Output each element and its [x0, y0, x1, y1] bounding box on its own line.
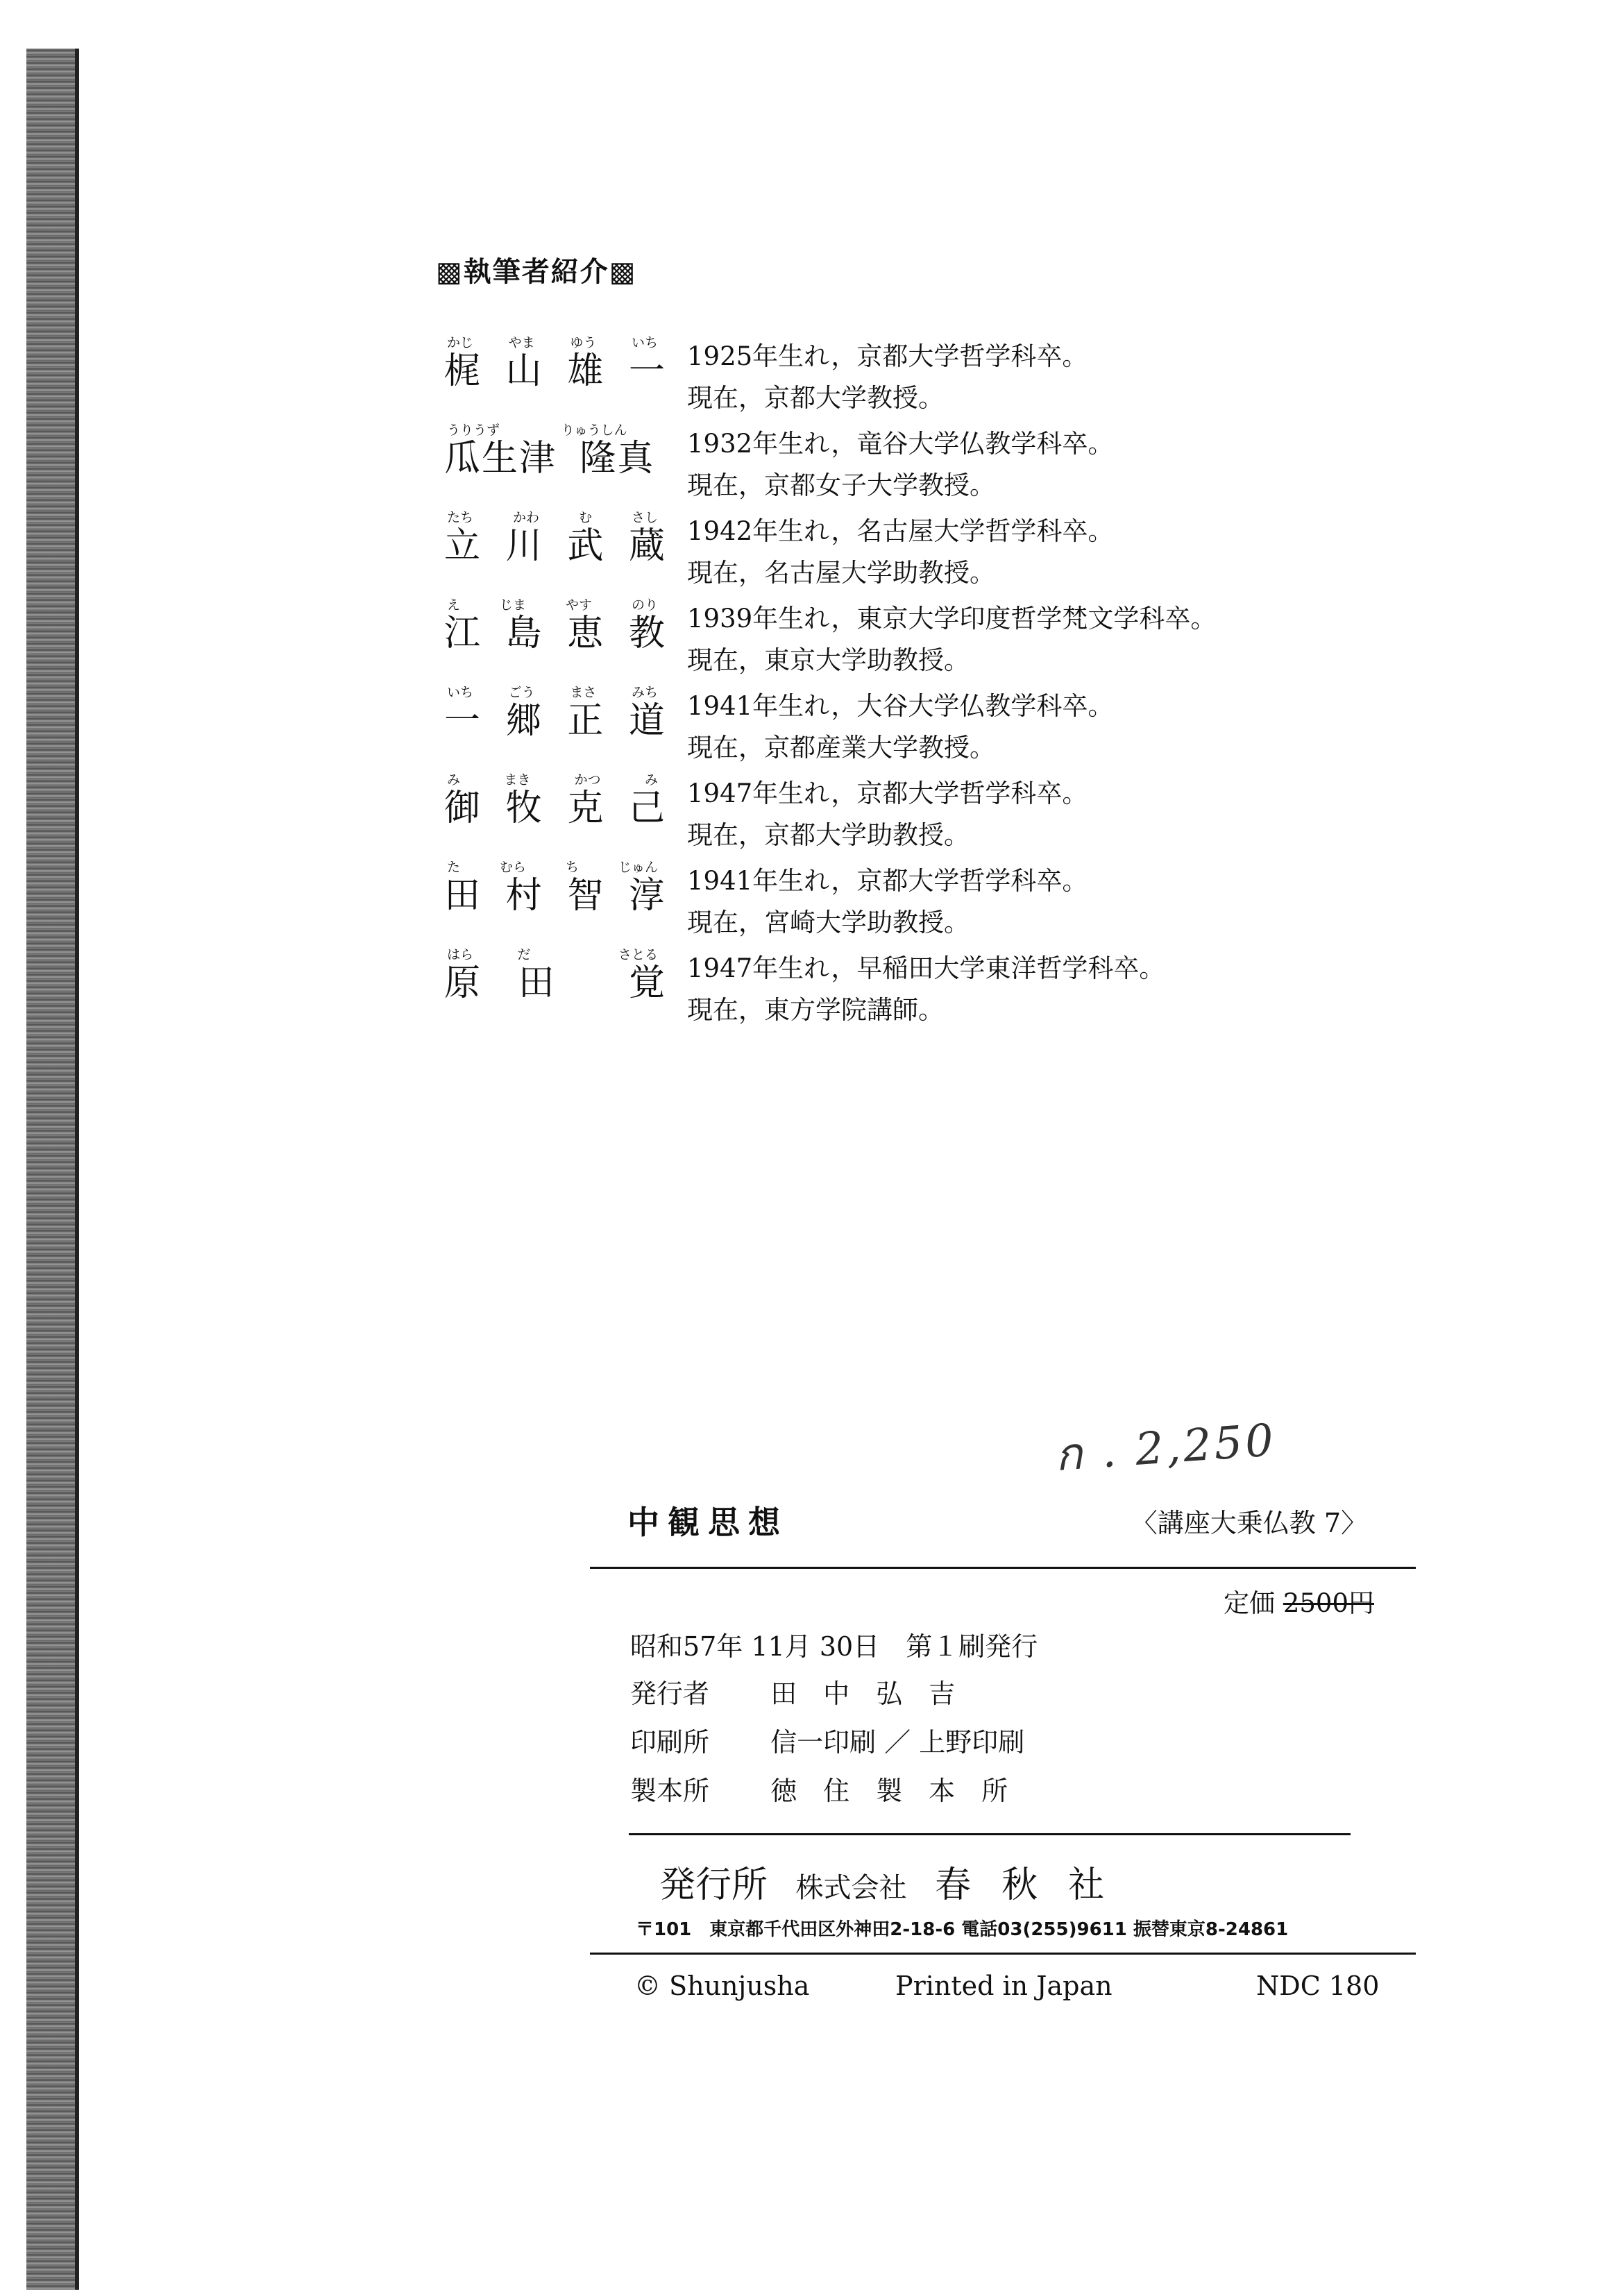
author-bio [687, 511, 1113, 594]
kanji-part: 原 [444, 962, 482, 1004]
furigana-part: ごう [508, 685, 535, 700]
divider [629, 1833, 1351, 1835]
furigana-part: たち [447, 510, 474, 525]
furigana-part: みち [631, 685, 658, 700]
kanji-part: 克 [567, 788, 605, 829]
price-label: 定価 [1224, 1588, 1276, 1618]
author-entry [444, 334, 1346, 422]
name-furigana [444, 772, 666, 788]
name-furigana [444, 684, 666, 701]
kanji-part: 一 [444, 700, 482, 742]
furigana-part: む [578, 510, 592, 525]
copyright: © Shunjusha [634, 1971, 810, 2001]
furigana-part: まき [504, 772, 531, 788]
furigana-part: さとる [618, 947, 658, 962]
publishing-house-name: 春秋社 [935, 1864, 1135, 1906]
kanji-part: 恵 [567, 613, 605, 654]
book-spine-shadow [26, 49, 78, 2290]
section-heading: ▩執筆者紹介▩ [436, 256, 637, 288]
furigana-part: りゅうしん [561, 423, 627, 438]
furigana-part: ゆう [570, 335, 597, 350]
name-kanji [444, 701, 666, 741]
furigana-part: いち [447, 685, 474, 700]
printer-label: 印刷所 [630, 1727, 710, 1758]
kanji-part: 蔵 [628, 525, 666, 567]
kanji-part: 郷 [505, 700, 543, 742]
kanji-part: 武 [567, 525, 605, 567]
name-furigana [444, 859, 666, 876]
furigana-part: え [447, 597, 461, 613]
author-name [444, 684, 666, 741]
kanji-part: 川 [505, 525, 543, 567]
bio-education: 1925年生れ，京都大学哲学科卒。 [687, 341, 1088, 371]
name-furigana [444, 334, 666, 351]
bio-education: 1941年生れ，大谷大学仏教学科卒。 [687, 691, 1114, 721]
kanji-part: 御 [444, 788, 482, 829]
kanji-part: 覚 [628, 962, 666, 1004]
furigana-part: やま [508, 335, 535, 350]
author-name [444, 772, 666, 828]
publisher-person: 田 中 弘 吉 [770, 1678, 956, 1709]
bio-position: 現在，京都大学助教授。 [687, 820, 970, 850]
kanji-part: 梶 [444, 350, 482, 392]
author-name [444, 509, 666, 566]
furigana-part: み [644, 772, 658, 788]
author-entry [444, 946, 1346, 1034]
kanji-part: 牧 [505, 788, 543, 829]
kanji-part: 立 [444, 525, 482, 567]
kanji-part: 隆真 [580, 438, 655, 479]
furigana-part: かつ [574, 772, 601, 788]
author-bio [687, 686, 1113, 769]
author-bio [687, 598, 1216, 681]
bio-position: 現在，京都女子大学教授。 [687, 470, 995, 500]
publishing-house [659, 1855, 1135, 1907]
furigana-part: さし [631, 510, 658, 525]
author-bio [687, 336, 1088, 419]
author-entry [444, 859, 1346, 946]
colophon [590, 1492, 1416, 2033]
furigana-part: はら [447, 947, 474, 962]
furigana-part: かじ [447, 335, 474, 350]
name-furigana [444, 946, 666, 963]
name-kanji [444, 439, 666, 479]
bio-position: 現在，宮崎大学助教授。 [687, 908, 970, 937]
furigana-part: た [447, 860, 461, 875]
kanji-part: 正 [567, 700, 605, 742]
author-name [444, 597, 666, 654]
name-kanji [444, 876, 666, 916]
printed-in: Printed in Japan [895, 1971, 1113, 2001]
kanji-part: 江 [444, 613, 482, 654]
name-kanji [444, 788, 666, 828]
publishing-house-label: 発行所 [659, 1864, 768, 1906]
bio-position: 現在，東方学院講師。 [687, 995, 944, 1025]
printer: 信一印刷 ／ 上野印刷 [770, 1727, 1025, 1758]
handwritten-note: ก . 2,250 [1053, 1414, 1278, 1482]
name-furigana [444, 509, 666, 526]
binder-row [630, 1769, 1008, 1808]
author-entry [444, 772, 1346, 859]
kanji-part: 道 [628, 700, 666, 742]
author-name [444, 859, 666, 916]
bio-position: 現在，京都大学教授。 [687, 383, 944, 413]
price-value: 2500円 [1283, 1588, 1374, 1618]
furigana-part: だ [517, 947, 531, 962]
author-bio [687, 773, 1088, 856]
publisher-person-label: 発行者 [630, 1678, 710, 1709]
bio-education: 1947年生れ，早稲田大学東洋哲学科卒。 [687, 953, 1165, 983]
author-entry [444, 597, 1346, 684]
kanji-part: 田 [518, 962, 556, 1004]
bio-position: 現在，東京大学助教授。 [687, 645, 970, 675]
furigana-part: のり [631, 597, 658, 613]
publication-date: 昭和57年 11月 30日 第１刷発行 [630, 1631, 1038, 1662]
bio-education: 1947年生れ，京都大学哲学科卒。 [687, 779, 1088, 808]
bio-education: 1941年生れ，京都大学哲学科卒。 [687, 866, 1088, 896]
author-entry [444, 509, 1346, 597]
divider [590, 1953, 1416, 1955]
bio-education: 1942年生れ，名古屋大学哲学科卒。 [687, 516, 1114, 546]
kanji-part: 村 [505, 875, 543, 917]
author-name [444, 334, 666, 391]
kanji-part: 淳 [628, 875, 666, 917]
bio-position: 現在，名古屋大学助教授。 [687, 558, 995, 588]
series-label: 〈講座大乗仏教 7〉 [1131, 1508, 1367, 1538]
kanji-part: 山 [505, 350, 543, 392]
bio-education: 1939年生れ，東京大学印度哲学梵文学科卒。 [687, 604, 1217, 633]
furigana-part: ち [565, 860, 579, 875]
publisher-person-row [630, 1672, 955, 1710]
name-kanji [444, 526, 666, 566]
furigana-part: むら [499, 860, 526, 875]
kanji-part: 智 [567, 875, 605, 917]
publisher-address: 〒101 東京都千代田区外神田2-18-6 電話03(255)9611 振替東京8-24861 [636, 1919, 1289, 1940]
name-kanji [444, 613, 666, 654]
printer-row [630, 1721, 1024, 1759]
author-name [444, 946, 666, 1003]
name-kanji [444, 351, 666, 391]
author-bio [687, 423, 1113, 507]
author-bio [687, 860, 1088, 944]
binder-label: 製本所 [630, 1776, 710, 1806]
name-furigana [444, 422, 666, 439]
furigana-part: やす [565, 597, 592, 613]
furigana-part: いち [631, 335, 658, 350]
kanji-part: 島 [505, 613, 543, 654]
furigana-part: み [447, 772, 461, 788]
furigana-part: うりうず [447, 423, 500, 438]
author-entry [444, 684, 1346, 772]
bio-position: 現在，京都産業大学教授。 [687, 733, 995, 763]
furigana-part: かわ [512, 510, 539, 525]
author-list [444, 334, 1346, 1034]
kanji-part: 瓜生津 [444, 438, 557, 479]
author-entry [444, 422, 1346, 509]
name-kanji [444, 963, 666, 1003]
binder: 徳 住 製 本 所 [770, 1776, 1008, 1806]
kanji-part: 一 [628, 350, 666, 392]
bio-education: 1932年生れ，竜谷大学仏教学科卒。 [687, 429, 1114, 459]
corp-type: 株式会社 [795, 1872, 907, 1904]
divider [590, 1567, 1416, 1569]
furigana-part: じゅん [618, 860, 658, 875]
kanji-part: 田 [444, 875, 482, 917]
kanji-part: 雄 [567, 350, 605, 392]
name-furigana [444, 597, 666, 613]
author-bio [687, 948, 1165, 1031]
ndc-number: NDC 180 [1256, 1971, 1380, 2001]
furigana-part: じま [499, 597, 526, 613]
book-spine-edge [75, 49, 79, 2290]
furigana-part: まさ [570, 685, 597, 700]
book-title: 中観思想 [627, 1504, 788, 1541]
kanji-part: 教 [628, 613, 666, 654]
author-name [444, 422, 666, 479]
kanji-part: 己 [628, 788, 666, 829]
price [1224, 1582, 1374, 1619]
